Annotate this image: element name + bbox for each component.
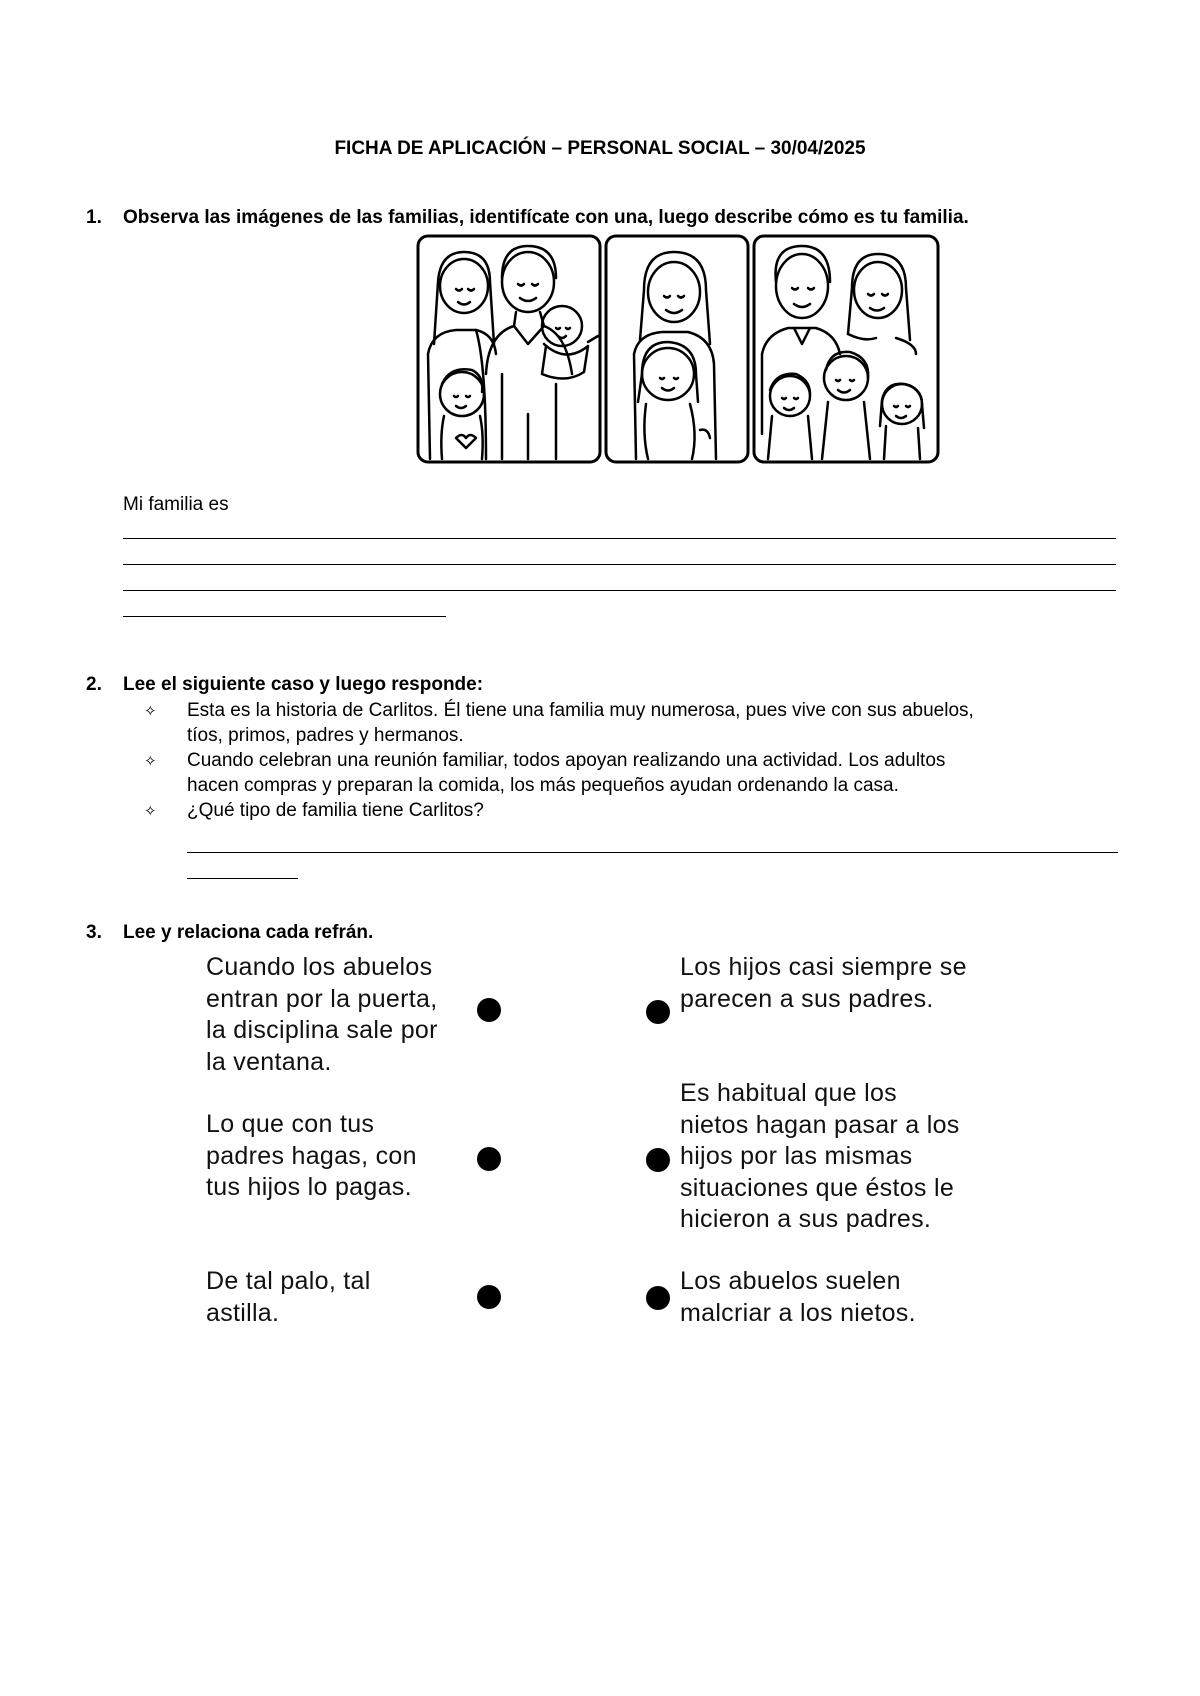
question-2-number: 2. xyxy=(86,674,102,695)
answer-line-4[interactable] xyxy=(123,616,446,617)
case-answer-line-1[interactable] xyxy=(187,852,1118,853)
question-1-text: Observa las imágenes de las familias, identifícate con una, luego describe cómo es tu familia. xyxy=(123,207,969,228)
case-line: Esta es la historia de Carlitos. Él tiene una familia muy numerosa, pues vive con sus abuelos, xyxy=(187,700,974,721)
proverb-left-1 xyxy=(206,952,438,1078)
page-title: FICHA DE APLICACIÓN – PERSONAL SOCIAL – 30/04/2025 xyxy=(334,138,866,159)
family-panel-1-image xyxy=(418,236,600,462)
proverb-line: parecen a sus padres. xyxy=(680,984,934,1013)
proverb-line: la disciplina sale por xyxy=(206,1016,438,1044)
proverb-line: hicieron a sus padres. xyxy=(680,1205,932,1233)
family-illustrations xyxy=(416,234,940,464)
proverb-line: hijos por las mismas xyxy=(680,1142,913,1170)
proverb-left-3 xyxy=(206,1266,371,1329)
proverb-line: astilla. xyxy=(206,1298,280,1327)
question-3-text: Lee y relaciona cada refrán. xyxy=(123,922,374,943)
answer-label: Mi familia es xyxy=(123,494,229,515)
proverb-line: Es habitual que los xyxy=(680,1079,897,1107)
proverb-line: Lo que con tus xyxy=(206,1110,375,1138)
case-answer-line-2[interactable] xyxy=(187,878,298,879)
case-line: hacen compras y preparan la comida, los más pequeños ayudan ordenando la casa. xyxy=(187,775,899,796)
match-dot-right-2[interactable] xyxy=(646,1148,670,1172)
diamond-bullet-icon: ✧ xyxy=(144,753,157,770)
proverb-line: Cuando los abuelos xyxy=(206,953,433,981)
case-line: Cuando celebran una reunión familiar, todos apoyan realizando una actividad. Los adultos xyxy=(187,750,946,771)
match-dot-left-2[interactable] xyxy=(477,1147,501,1171)
diamond-bullet-icon: ✧ xyxy=(144,703,157,720)
proverb-right-3 xyxy=(680,1266,916,1329)
answer-line-3[interactable] xyxy=(123,590,1116,591)
proverb-right-2 xyxy=(680,1078,960,1236)
family-panel-2-image xyxy=(606,236,748,462)
match-dot-left-1[interactable] xyxy=(477,998,501,1022)
match-dot-left-3[interactable] xyxy=(477,1285,501,1309)
proverb-line: Los abuelos suelen xyxy=(680,1267,901,1295)
proverb-line: malcriar a los nietos. xyxy=(680,1298,916,1327)
question-3-number: 3. xyxy=(86,922,102,943)
proverb-line: tus hijos lo pagas. xyxy=(206,1173,412,1201)
case-paragraph-1 xyxy=(187,698,974,748)
match-dot-right-3[interactable] xyxy=(646,1286,670,1310)
match-dot-right-1[interactable] xyxy=(646,1000,670,1024)
proverb-line: nietos hagan pasar a los xyxy=(680,1110,960,1139)
diamond-bullet-icon: ✧ xyxy=(144,803,157,820)
proverb-right-1 xyxy=(680,952,967,1015)
proverb-line: Los hijos casi siempre se xyxy=(680,953,967,981)
question-2-text: Lee el siguiente caso y luego responde: xyxy=(123,674,484,695)
proverb-left-2 xyxy=(206,1109,417,1204)
case-question: ¿Qué tipo de familia tiene Carlitos? xyxy=(187,800,484,821)
answer-line-1[interactable] xyxy=(123,538,1116,539)
family-panel-3-image xyxy=(754,236,938,462)
question-1-number: 1. xyxy=(86,207,102,228)
proverb-line: De tal palo, tal xyxy=(206,1267,371,1295)
proverb-line: padres hagas, con xyxy=(206,1141,417,1170)
proverb-line: la ventana. xyxy=(206,1047,332,1076)
case-line: tíos, primos, padres y hermanos. xyxy=(187,725,464,746)
proverb-line: entran por la puerta, xyxy=(206,984,438,1013)
proverb-line: situaciones que éstos le xyxy=(680,1173,955,1202)
case-paragraph-2 xyxy=(187,748,945,798)
answer-line-2[interactable] xyxy=(123,564,1116,565)
